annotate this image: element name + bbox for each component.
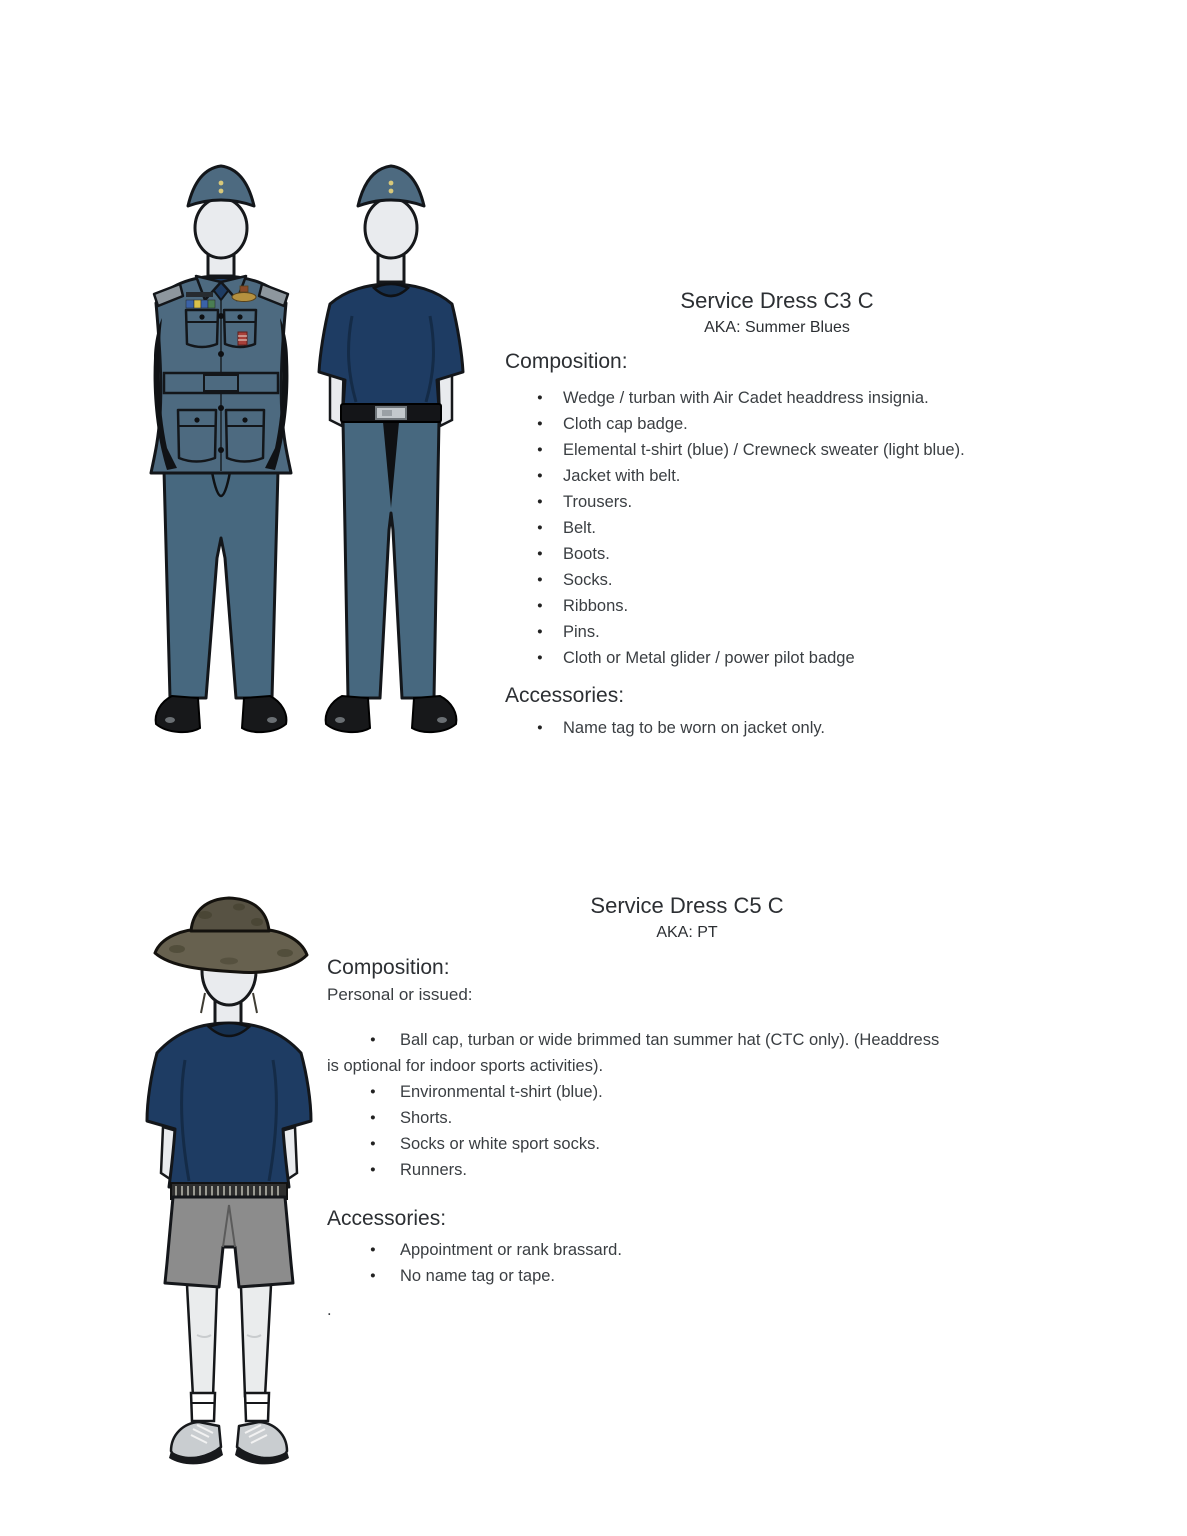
list-item: ● Environmental t-shirt (blue).	[327, 1079, 1047, 1105]
bullet-icon: ●	[537, 626, 543, 637]
boot	[156, 696, 200, 732]
composition-subheading: Personal or issued:	[327, 985, 473, 1004]
section-c5	[327, 891, 1047, 1323]
bullet-icon: ●	[370, 1086, 376, 1097]
list-item: ● Boots.	[505, 541, 1049, 567]
accessories-heading: Accessories:	[505, 684, 625, 707]
wedge-cap	[358, 166, 424, 206]
summer-blues-uniform-illustration	[136, 158, 476, 748]
bullet-icon: ●	[537, 722, 543, 733]
section-c3	[505, 286, 1049, 741]
list-item: ● Socks.	[505, 567, 1049, 593]
bullet-icon: ●	[537, 574, 543, 585]
list-item: ● No name tag or tape.	[327, 1263, 1047, 1289]
bullet-icon: ●	[537, 548, 543, 559]
leg	[187, 1285, 217, 1397]
list-item: ● Runners.	[327, 1157, 1047, 1183]
socks	[191, 1393, 269, 1421]
list-item: ● Belt.	[505, 515, 1049, 541]
composition-list	[505, 385, 1049, 671]
list-item: ● Name tag to be worn on jacket only.	[505, 715, 1049, 741]
runners	[169, 1422, 289, 1464]
section-aka: AKA: Summer Blues	[704, 319, 850, 336]
trailing-period: .	[327, 1301, 332, 1319]
bullet-icon: ●	[370, 1034, 376, 1045]
accessories-list	[327, 1237, 1047, 1289]
list-item: ● Ribbons.	[505, 593, 1049, 619]
tshirt	[147, 1023, 311, 1187]
composition-list	[327, 1079, 1047, 1183]
boot	[326, 696, 370, 732]
wedge-cap	[188, 166, 254, 206]
composition-heading: Composition:	[327, 956, 450, 979]
face	[195, 198, 247, 258]
list-item: ● Shorts.	[327, 1105, 1047, 1131]
list-item: ● Elemental t-shirt (blue) / Crewneck sweater (light blue).	[505, 437, 1049, 463]
section-title: Service Dress C5 C	[590, 893, 784, 918]
composition-heading: Composition:	[505, 350, 628, 373]
bullet-icon: ●	[537, 600, 543, 611]
boot	[242, 696, 286, 732]
list-item: ● Socks or white sport socks.	[327, 1131, 1047, 1157]
list-item: ● Wedge / turban with Air Cadet headdress insignia.	[505, 385, 1049, 411]
ribbons	[186, 300, 215, 308]
trousers	[164, 470, 278, 698]
bullet-icon: ●	[537, 470, 543, 481]
bullet-icon: ●	[537, 392, 543, 403]
belt	[341, 404, 441, 422]
section-title: Service Dress C3 C	[680, 288, 874, 313]
boot	[412, 696, 456, 732]
cadet-pt-figure	[147, 898, 311, 1464]
list-item: ● Trousers.	[505, 489, 1049, 515]
accessories-heading: Accessories:	[327, 1207, 447, 1230]
bullet-icon: ●	[370, 1138, 376, 1149]
pt-uniform-illustration	[143, 895, 338, 1475]
list-item-wrapped: ● Ball cap, turban or wide brimmed tan summer hat (CTC only). (Headdress is optional for indoor sports activities).	[327, 1027, 1047, 1079]
list-item: ● Appointment or rank brassard.	[327, 1237, 1047, 1263]
bullet-icon: ●	[537, 496, 543, 507]
pin-bar	[186, 292, 213, 297]
bullet-icon: ●	[370, 1270, 376, 1281]
face	[365, 198, 417, 258]
section-aka: AKA: PT	[656, 924, 718, 941]
leg	[241, 1285, 271, 1397]
bullet-icon: ●	[370, 1244, 376, 1255]
bucket-hat	[155, 898, 307, 972]
cadet-tshirt-figure	[319, 166, 463, 732]
bullet-icon: ●	[537, 418, 543, 429]
accessories-list	[505, 715, 1049, 741]
list-item: ● Jacket with belt.	[505, 463, 1049, 489]
marksmanship-badge	[238, 332, 247, 345]
bullet-icon: ●	[370, 1164, 376, 1175]
bullet-icon: ●	[370, 1112, 376, 1123]
list-item: ● Cloth or Metal glider / power pilot badge	[505, 645, 1049, 671]
list-item: ● Cloth cap badge.	[505, 411, 1049, 437]
cadet-jacket-figure	[151, 166, 291, 732]
jacket-belt	[164, 373, 278, 393]
bullet-icon: ●	[537, 522, 543, 533]
bullet-icon: ●	[537, 652, 543, 663]
bullet-icon: ●	[537, 444, 543, 455]
list-item: ● Pins.	[505, 619, 1049, 645]
